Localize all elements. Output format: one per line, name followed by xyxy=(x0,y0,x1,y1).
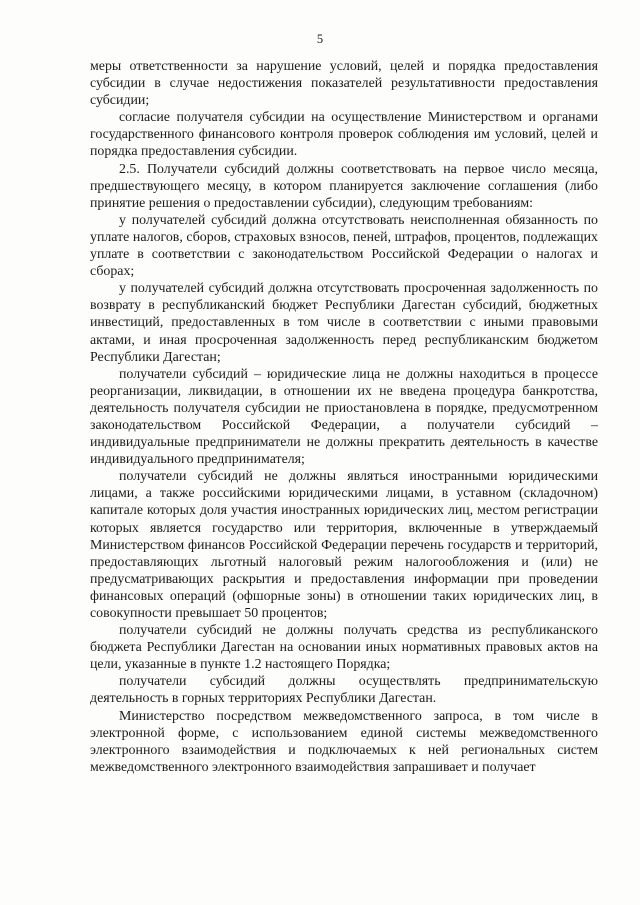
paragraph-continuation: меры ответственности за нарушение условий, целей и порядка предоставления субсидии в случае недостижения показателей результативности предоставления субсидии; xyxy=(90,59,598,109)
paragraph: у получателей субсидий должна отсутствовать просроченная задолженность по возврату в республиканский бюджет Республики Дагестан субсидий, бюджетных инвестиций, предоставленных в том числе в соответствии с иными правовыми актами, и иная просроченная задолженность перед республиканским бюджетом Республики Дагестан; xyxy=(90,281,598,365)
paragraph: Министерство посредством межведомственного запроса, в том числе в электронной форме, с использованием единой системы межведомственного электронного взаимодействия и подключаемых к ней региональных систем межведомственного электронного взаимодействия запрашивает и получает xyxy=(90,708,598,775)
paragraph: получатели субсидий должны осуществлять предпринимательскую деятельность в горных территориях Республики Дагестан. xyxy=(90,674,598,707)
paragraph: получатели субсидий не должны получать средства из республиканского бюджета Республики Дагестан на основании иных нормативных правовых актов на цели, указанные в пункте 1.2 настоящего Порядка; xyxy=(90,623,598,673)
paragraph-clause-2-5: 2.5. Получатели субсидий должны соответствовать на первое число месяца, предшествующего месяцу, в котором планируется заключение соглашения (либо принятие решения о предоставлении субсидии), следующим требованиям: xyxy=(90,161,598,211)
paragraph: получатели субсидий не должны являться иностранными юридическими лицами, а также российскими юридическими лицами, в уставном (складочном) капитале которых доля участия иностранных юридических лиц, местом регистрации которых является государство или территория, включенные в утверждаемый Министерством финансов Российской Федерации перечень государств и территорий, предоставляющих льготный налоговый режим налогообложения и (или) не предусматривающих раскрытия и предоставления информации при проведении финансовых операций (офшорные зоны) в отношении таких юридических лиц, в совокупности превышает 50 процентов; xyxy=(90,469,598,621)
page-number: 5 xyxy=(316,32,324,46)
paragraph: у получателей субсидий должна отсутствовать неисполненная обязанность по уплате налогов, сборов, страховых взносов, пеней, штрафов, процентов, подлежащих уплате в соответствии с законодательством Российской Федерации о налогах и сборах; xyxy=(90,212,598,280)
document-body xyxy=(90,58,598,776)
paragraph: получатели субсидий – юридические лица не должны находиться в процессе реорганизации, ликвидации, в отношении их не введена процедура банкротства, деятельность получателя субсидии не приостановлена в порядке, предусмотренном законодательством Российской Федерации, а получатели субсидий – индивидуальные предприниматели не должны прекратить деятельность в качестве индивидуального предпринимателя; xyxy=(90,366,598,468)
paragraph: согласие получателя субсидии на осуществление Министерством и органами государственного финансового контроля проверок соблюдения им условий, целей и порядка предоставления субсидии. xyxy=(90,110,598,160)
